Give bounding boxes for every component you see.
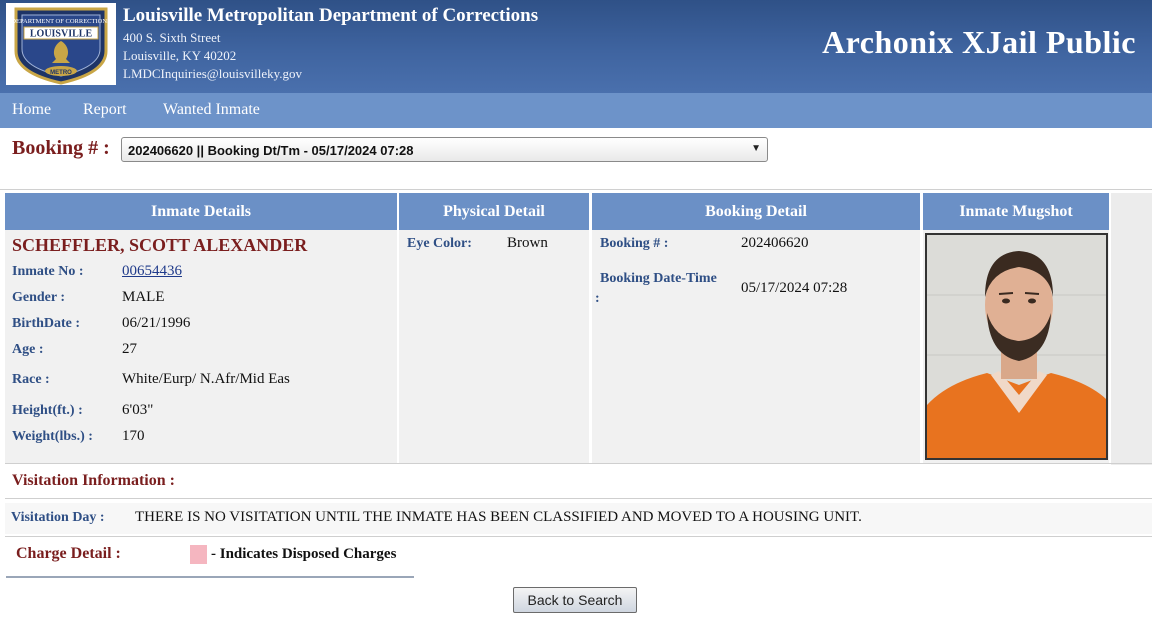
booking-select-label: Booking # : bbox=[12, 137, 110, 159]
org-address-line2: Louisville, KY 40202 bbox=[123, 48, 237, 63]
nav-wanted-inmate-link[interactable]: Wanted Inmate bbox=[163, 101, 260, 118]
booking-detail-panel bbox=[592, 230, 920, 463]
charge-divider bbox=[6, 576, 414, 578]
booking-select-value: 202406620 || Booking Dt/Tm - 05/17/2024 07:28 bbox=[128, 143, 414, 158]
divider bbox=[5, 536, 1152, 537]
org-address-line1: 400 S. Sixth Street bbox=[123, 30, 221, 45]
booking-datetime-label: Booking Date-Time bbox=[600, 271, 717, 286]
svg-text:LOUISVILLE: LOUISVILLE bbox=[29, 28, 93, 40]
main-nav bbox=[0, 93, 1152, 128]
age-value: 27 bbox=[122, 341, 137, 357]
eye-color-label: Eye Color: bbox=[407, 236, 472, 251]
eye-color-value: Brown bbox=[507, 235, 548, 251]
height-value: 6'03" bbox=[122, 402, 154, 418]
divider bbox=[0, 189, 1152, 190]
charge-detail-label: Charge Detail : bbox=[16, 545, 121, 562]
inmate-details-header: Inmate Details bbox=[5, 193, 397, 230]
divider bbox=[5, 498, 1152, 499]
booking-number-value: 202406620 bbox=[741, 235, 809, 251]
race-value: White/Eurp/ N.Afr/Mid Eas bbox=[122, 371, 290, 387]
weight-label: Weight(lbs.) : bbox=[12, 429, 93, 444]
right-filler bbox=[1111, 193, 1152, 465]
booking-number-label: Booking # : bbox=[600, 236, 669, 251]
race-label: Race : bbox=[12, 372, 50, 387]
nav-report-link[interactable]: Report bbox=[83, 101, 127, 118]
inmate-name: SCHEFFLER, SCOTT ALEXANDER bbox=[12, 235, 308, 255]
org-email: LMDCInquiries@louisvilleky.gov bbox=[123, 66, 303, 81]
age-label: Age : bbox=[12, 342, 44, 357]
chevron-down-icon: ▼ bbox=[751, 143, 761, 154]
logo-lettering bbox=[6, 3, 116, 85]
birthdate-value: 06/21/1996 bbox=[122, 315, 191, 331]
brand-title: Archonix XJail Public bbox=[822, 24, 1136, 60]
booking-datetime-colon: : bbox=[595, 291, 600, 306]
site-header bbox=[0, 0, 1152, 93]
weight-value: 170 bbox=[122, 428, 145, 444]
gender-value: MALE bbox=[122, 289, 165, 305]
nav-home-link[interactable]: Home bbox=[12, 101, 52, 118]
svg-text:DEPARTMENT OF CORRECTIONS: DEPARTMENT OF CORRECTIONS bbox=[11, 18, 111, 25]
visitation-heading: Visitation Information : bbox=[12, 472, 175, 489]
visitation-day-value: THERE IS NO VISITATION UNTIL THE INMATE HAS BEEN CLASSIFIED AND MOVED TO A HOUSING UNIT. bbox=[135, 509, 862, 525]
disposed-charge-legend: - Indicates Disposed Charges bbox=[211, 546, 397, 562]
back-to-search-button[interactable]: Back to Search bbox=[513, 587, 637, 613]
disposed-charge-swatch bbox=[190, 545, 207, 564]
birthdate-label: BirthDate : bbox=[12, 316, 81, 331]
divider bbox=[5, 463, 1152, 464]
physical-detail-header: Physical Detail bbox=[399, 193, 589, 230]
inmate-no-label: Inmate No : bbox=[12, 264, 84, 279]
svg-text:METRO: METRO bbox=[50, 70, 72, 76]
booking-select[interactable] bbox=[121, 137, 768, 162]
inmate-mugshot-image bbox=[925, 233, 1108, 460]
height-label: Height(ft.) : bbox=[12, 403, 83, 418]
mugshot-portrait bbox=[927, 235, 1108, 460]
booking-datetime-value: 05/17/2024 07:28 bbox=[741, 280, 848, 296]
booking-detail-header: Booking Detail bbox=[592, 193, 920, 230]
visitation-day-label: Visitation Day : bbox=[11, 510, 105, 525]
inmate-no-link[interactable]: 00654436 bbox=[122, 263, 182, 279]
org-name: Louisville Metropolitan Department of Corrections bbox=[123, 5, 539, 26]
inmate-mugshot-header: Inmate Mugshot bbox=[923, 193, 1109, 230]
gender-label: Gender : bbox=[12, 290, 66, 305]
physical-detail-panel bbox=[399, 230, 589, 463]
